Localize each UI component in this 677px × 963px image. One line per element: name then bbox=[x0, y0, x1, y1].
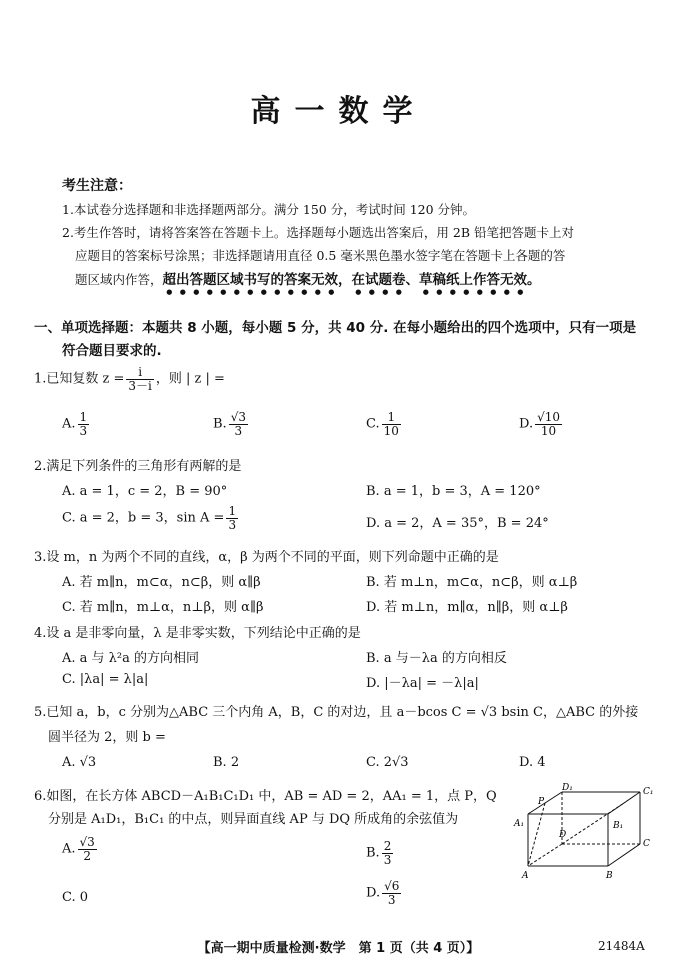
question-1-stem bbox=[34, 366, 225, 392]
q4-option-a: A. a 与 λ²a 的方向相同 bbox=[62, 651, 200, 666]
q1-b-label: B. bbox=[213, 416, 227, 432]
q5-option-d: D. 4 bbox=[519, 755, 546, 770]
q1-b-n: √3 bbox=[230, 410, 246, 424]
q1-a-n: 1 bbox=[79, 410, 88, 424]
q1-b-d: 3 bbox=[234, 423, 243, 438]
fig-label-p: P bbox=[538, 797, 545, 807]
question-4-stem: 4.设 a 是非零向量，λ 是非零实数，下列结论中正确的是 bbox=[34, 626, 361, 641]
q2-c-label: C. a = 2，b = 3，sin A = bbox=[62, 510, 225, 526]
question-2-stem: 2.满足下列条件的三角形有两解的是 bbox=[34, 459, 242, 474]
fig-label-b1: B₁ bbox=[613, 821, 624, 831]
section-heading: 一、单项选择题：本题共 8 小题，每小题 5 分，共 40 分. 在每小题给出的四个选项中，只有一项是 bbox=[34, 320, 637, 336]
question-6-line-2: 分别是 A₁D₁，B₁C₁ 的中点，则异面直线 AP 与 DQ 所成角的余弦值为 bbox=[48, 812, 459, 827]
q4-option-b: B. a 与－λa 的方向相反 bbox=[366, 651, 507, 666]
question-5-line-2: 圆半径为 2，则 b = bbox=[48, 730, 166, 745]
q1-option-c bbox=[366, 411, 403, 437]
q6-d-n: √6 bbox=[384, 879, 400, 893]
q2-option-d: D. a = 2，A = 35°，B = 24° bbox=[366, 516, 549, 531]
q6-option-c: C. 0 bbox=[62, 890, 89, 905]
q6-d-frac bbox=[382, 880, 401, 906]
q6-a-label: A. bbox=[62, 841, 76, 857]
q6-a-frac bbox=[78, 836, 97, 862]
q1-option-d bbox=[519, 411, 564, 437]
q2-option-a: A. a = 1，c = 2，B = 90° bbox=[62, 484, 228, 499]
q2-c-n: 1 bbox=[228, 504, 237, 518]
notice-line-4 bbox=[75, 268, 541, 296]
q1-d-n: √10 bbox=[537, 410, 561, 424]
q2-c-d: 3 bbox=[228, 517, 237, 532]
q6-b-n: 2 bbox=[383, 839, 392, 853]
q6-b-d: 3 bbox=[383, 852, 392, 867]
notice-heading: 考生注意： bbox=[62, 178, 132, 194]
q1-d-frac bbox=[535, 411, 562, 437]
q1-b-frac bbox=[229, 411, 248, 437]
question-6-line-1: 6.如图，在长方体 ABCD－A₁B₁C₁D₁ 中，AB = AD = 2，AA₁ = 1，点 P，Q bbox=[34, 789, 497, 804]
q5-option-b: B. 2 bbox=[213, 755, 240, 770]
q1-num: i bbox=[126, 366, 153, 380]
q1-c-d: 10 bbox=[383, 423, 399, 438]
cuboid-figure bbox=[512, 782, 662, 882]
q4-option-d: D. |－λa| = －λ|a| bbox=[366, 676, 479, 691]
fig-label-a1: A₁ bbox=[514, 819, 525, 829]
q1-d-label: D. bbox=[519, 416, 534, 432]
q1-stem-a: 1.已知复数 z = bbox=[34, 371, 125, 387]
fig-label-c: C bbox=[643, 839, 650, 849]
q6-option-a bbox=[62, 836, 99, 862]
q5-option-c: C. 2√3 bbox=[366, 755, 409, 770]
q6-option-d bbox=[366, 880, 403, 906]
q2-option-c bbox=[62, 505, 240, 531]
question-5-line-1: 5.已知 a，b，c 分别为△ABC 三个内角 A，B，C 的对边，且 a－bcos C = √3 bsin C，△ABC 的外接 bbox=[34, 705, 639, 720]
fig-label-c1: C₁ bbox=[643, 787, 654, 797]
q1-option-a bbox=[62, 411, 91, 437]
section-heading-cont: 符合题目要求的. bbox=[62, 343, 162, 359]
q6-b-label: B. bbox=[366, 845, 380, 861]
q3-option-d: D. 若 m⊥n，m∥α，n∥β，则 α⊥β bbox=[366, 600, 568, 615]
fig-label-d: D bbox=[559, 830, 567, 840]
q1-a-frac bbox=[78, 411, 90, 437]
q1-den: 3－i bbox=[128, 378, 152, 393]
q1-fraction bbox=[126, 366, 153, 392]
paper-code: 21484A bbox=[598, 939, 645, 953]
q6-d-d: 3 bbox=[387, 892, 396, 907]
q5-option-a: A. √3 bbox=[62, 755, 97, 770]
q1-c-n: 1 bbox=[382, 411, 401, 425]
q2-option-b: B. a = 1，b = 3，A = 120° bbox=[366, 484, 541, 499]
fig-label-d1: D₁ bbox=[562, 783, 573, 793]
notice-emphasis: 超出答题区域书写的答案无效，在试题卷、草稿纸上作答无效。 bbox=[162, 272, 541, 288]
q1-c-label: C. bbox=[366, 416, 380, 432]
q1-c-frac bbox=[382, 411, 401, 437]
page-title: 高一数学 bbox=[250, 94, 427, 129]
notice-line-1: 1.本试卷分选择题和非选择题两部分。满分 150 分，考试时间 120 分钟。 bbox=[62, 202, 476, 217]
q6-d-label: D. bbox=[366, 885, 381, 901]
q3-option-c: C. 若 m∥n，m⊥α，n⊥β，则 α∥β bbox=[62, 600, 264, 615]
q1-a-label: A. bbox=[62, 416, 76, 432]
q1-a-d: 3 bbox=[79, 423, 88, 438]
q6-a-d: 2 bbox=[83, 848, 91, 863]
notice-line-4-text: 题区域内作答， bbox=[75, 272, 163, 287]
q6-a-n: √3 bbox=[79, 835, 95, 849]
question-3-stem: 3.设 m，n 为两个不同的直线，α，β 为两个不同的平面，则下列命题中正确的是 bbox=[34, 550, 499, 565]
q1-d-d: 10 bbox=[540, 423, 557, 438]
q3-option-a: A. 若 m∥n，m⊂α，n⊂β，则 α∥β bbox=[62, 575, 261, 590]
q6-b-frac bbox=[382, 840, 394, 866]
fig-label-a: A bbox=[522, 871, 529, 881]
q3-option-b: B. 若 m⊥n，m⊂α，n⊂β，则 α⊥β bbox=[366, 575, 578, 590]
notice-line-3: 应题目的答案标号涂黑；非选择题请用直径 0.5 毫米黑色墨水签字笔在答题卡上各题的答 bbox=[75, 248, 566, 263]
page-footer: 【高一期中质量检测·数学 第 1 页（共 4 页）】 bbox=[197, 941, 480, 956]
q4-option-c: C. |λa| = λ|a| bbox=[62, 672, 149, 687]
q2-c-frac bbox=[226, 505, 238, 531]
fig-label-b: B bbox=[606, 871, 613, 881]
q6-option-b bbox=[366, 840, 395, 866]
notice-line-2: 2.考生作答时，请将答案答在答题卡上。选择题每小题选出答案后，用 2B 铅笔把答题卡上对 bbox=[62, 225, 575, 240]
q1-option-b bbox=[213, 411, 250, 437]
q1-stem-b: ，则 | z | = bbox=[155, 371, 225, 387]
